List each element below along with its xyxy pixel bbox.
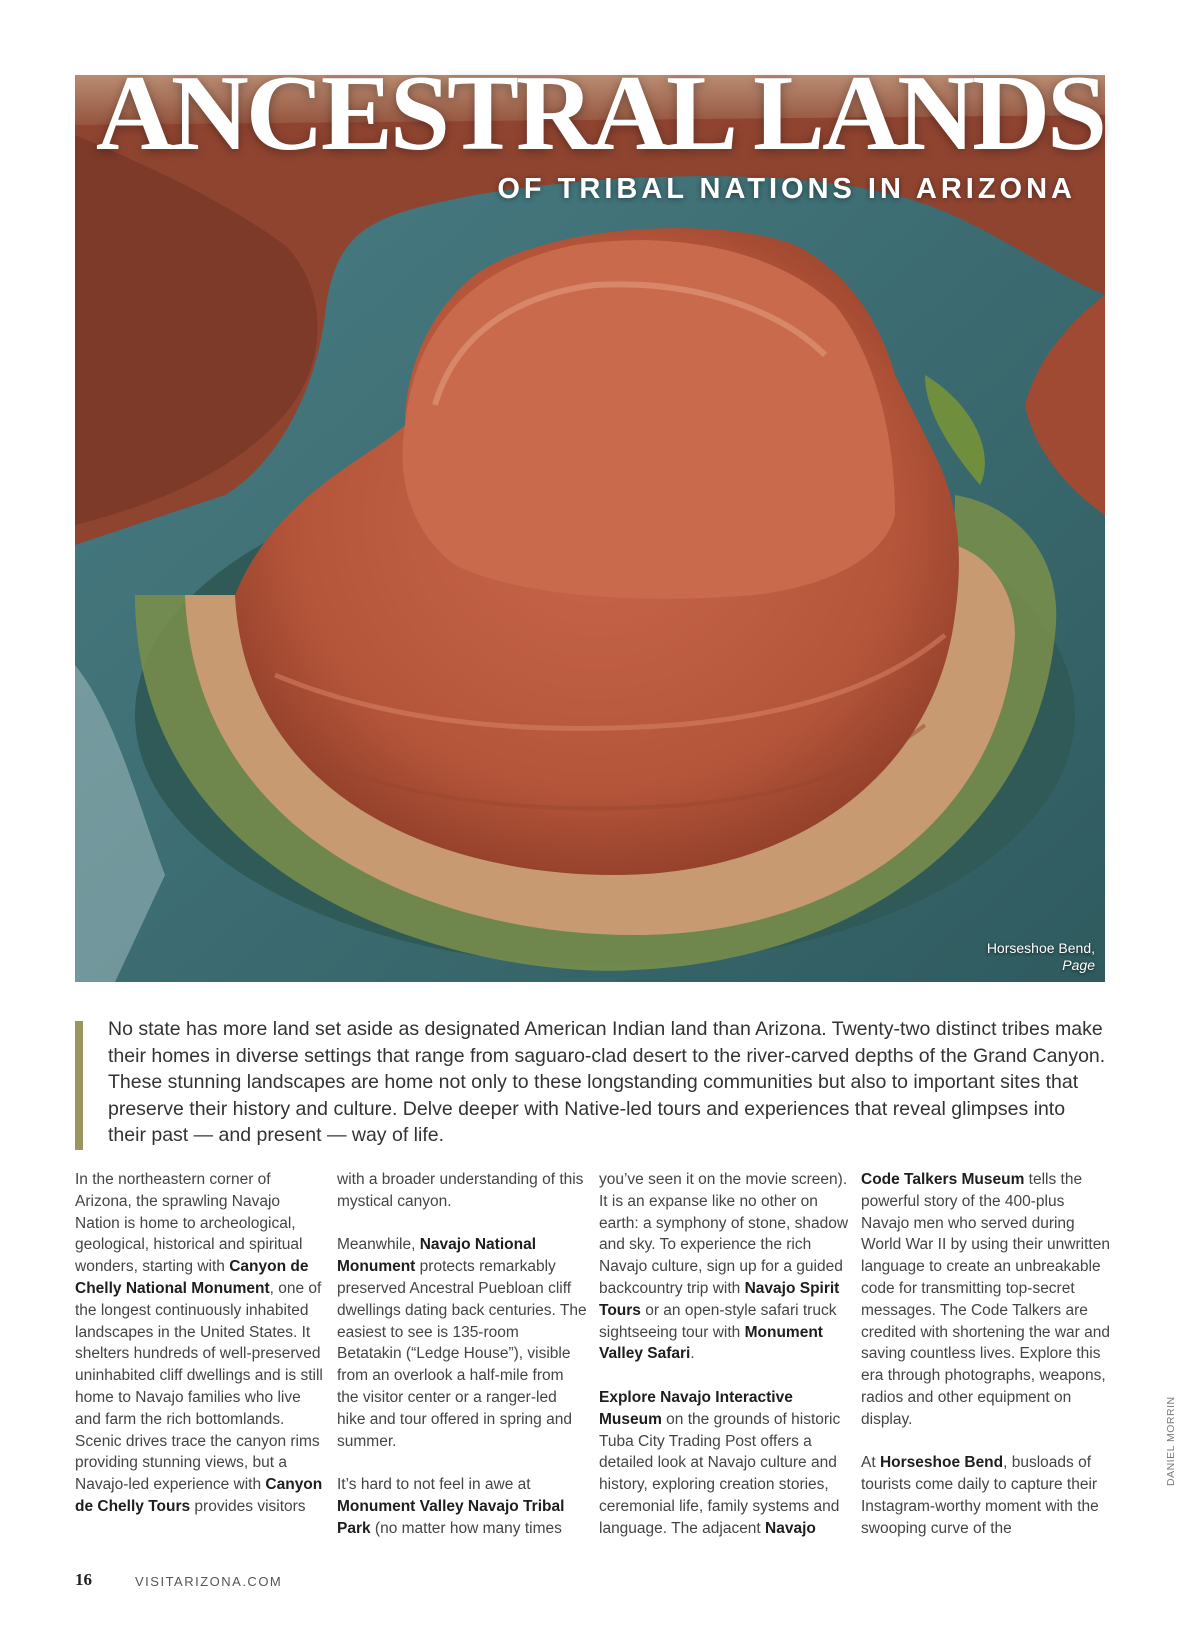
lede-paragraph: No state has more land set aside as designated American Indian land than Arizona. Twenty-two distinct tribes make their homes in diverse settings that range from saguaro-clad desert to the river-carved depths of the Grand Canyon. These stunning landscapes are home not only to these longstanding communities but also to important sites that preserve their history and culture. Delve deeper with Native-led tours and experiences that reveal glimpses into their past — and present — way of life.: [108, 1018, 1106, 1146]
accent-bar: [75, 1021, 83, 1150]
page-title: ANCESTRAL LANDS: [95, 54, 1105, 173]
body-text: , busloads of tourists come daily to capture their Instagram-worthy moment with the swooping curve of the: [861, 1454, 1099, 1537]
article-paragraph: [861, 1452, 1111, 1539]
article-paragraph: [75, 1169, 325, 1518]
body-text: Meanwhile,: [337, 1236, 420, 1254]
body-text: It’s hard to not feel in awe at: [337, 1476, 531, 1494]
bold-place-name: Monument Valley Safari: [599, 1323, 823, 1363]
caption-town: Page: [1062, 957, 1095, 973]
article-paragraph: [337, 1234, 587, 1452]
body-text: At: [861, 1454, 880, 1472]
body-text: provides visitors: [190, 1497, 306, 1515]
photo-credit: DANIEL MORRIN: [1165, 1396, 1177, 1486]
horseshoe-bend-illustration: [75, 75, 1105, 982]
article-column-3: [599, 1169, 849, 1540]
body-text: protects remarkably preserved Ancestral Puebloan cliff dwellings dating back centuries. The easiest to see is 135-room Betatakin (“Ledge House”), visible from an overlook a half-mile from the visitor center or a ranger-led hike and tour offered in spring and summer.: [337, 1258, 587, 1450]
article-paragraph: [337, 1474, 587, 1539]
body-text: or an open-style safari truck sightseeing tour with: [599, 1301, 837, 1341]
body-text: In the northeastern corner of Arizona, the sprawling Navajo Nation is home to archeological, geological, historical and spiritual wonders, starting with: [75, 1171, 303, 1276]
page-subtitle: OF TRIBAL NATIONS IN ARIZONA: [497, 173, 1076, 205]
hero-photo: [75, 75, 1105, 982]
bold-place-name: Canyon de Chelly National Monument: [75, 1258, 309, 1297]
bold-place-name: Monument Valley Navajo Tribal Park: [337, 1497, 565, 1537]
body-text: you’ve seen it on the movie screen). It is an expanse like no other on earth: a symphony of stone, shadow and sky. To experience the rich Navajo culture, sign up for a guided backcountry trip with: [599, 1171, 849, 1297]
body-text: with a broader understanding of this mystical canyon.: [337, 1171, 584, 1210]
page-number: 16: [75, 1570, 92, 1589]
bold-place-name: Navajo National Monument: [337, 1236, 536, 1276]
body-text: , one of the longest continuously inhabited landscapes in the United States. It shelters hundreds of well-preserved uninhabited cliff dwellings and is still home to Navajo families who live and farm the rich bottomlands. Scenic drives trace the canyon rims providing stunning views, but a Navajo-led experience with: [75, 1279, 323, 1494]
article-paragraph: [599, 1169, 849, 1365]
photo-caption: [987, 940, 1095, 974]
article-paragraph: [861, 1169, 1111, 1431]
article-column-4: [861, 1169, 1111, 1540]
body-text: tells the powerful story of the 400-plus Navajo men who served during World War II by using their unwritten language to create an unbreakable code for transmitting top-secret messages. The Code Talkers are credited with shortening the war and saving countless lives. Explore this era through photographs, weapons, radios and other equipment on display.: [861, 1171, 1111, 1428]
article-column-2: [337, 1169, 587, 1540]
bold-place-name: Navajo Spirit Tours: [599, 1279, 840, 1319]
caption-location: Horseshoe Bend,: [986, 940, 1095, 956]
article-paragraph: [337, 1169, 587, 1213]
bold-place-name: Horseshoe Bend: [879, 1454, 1004, 1472]
body-text: (no matter how many times: [370, 1519, 562, 1537]
article-column-1: [75, 1169, 325, 1518]
bold-place-name: Navajo: [765, 1519, 816, 1537]
bold-place-name: Code Talkers Museum: [861, 1171, 1025, 1188]
body-text: on the grounds of historic Tuba City Trading Post offers a detailed look at Navajo culture and history, exploring creation stories, ceremonial life, family systems and language. The adjacent: [599, 1410, 841, 1537]
bold-place-name: Explore Navajo Interactive Museum: [599, 1388, 793, 1428]
bold-place-name: Canyon de Chelly Tours: [75, 1476, 323, 1515]
body-text: .: [690, 1345, 695, 1363]
article-paragraph: [599, 1387, 849, 1540]
footer-website: VISITARIZONA.COM: [135, 1574, 283, 1589]
